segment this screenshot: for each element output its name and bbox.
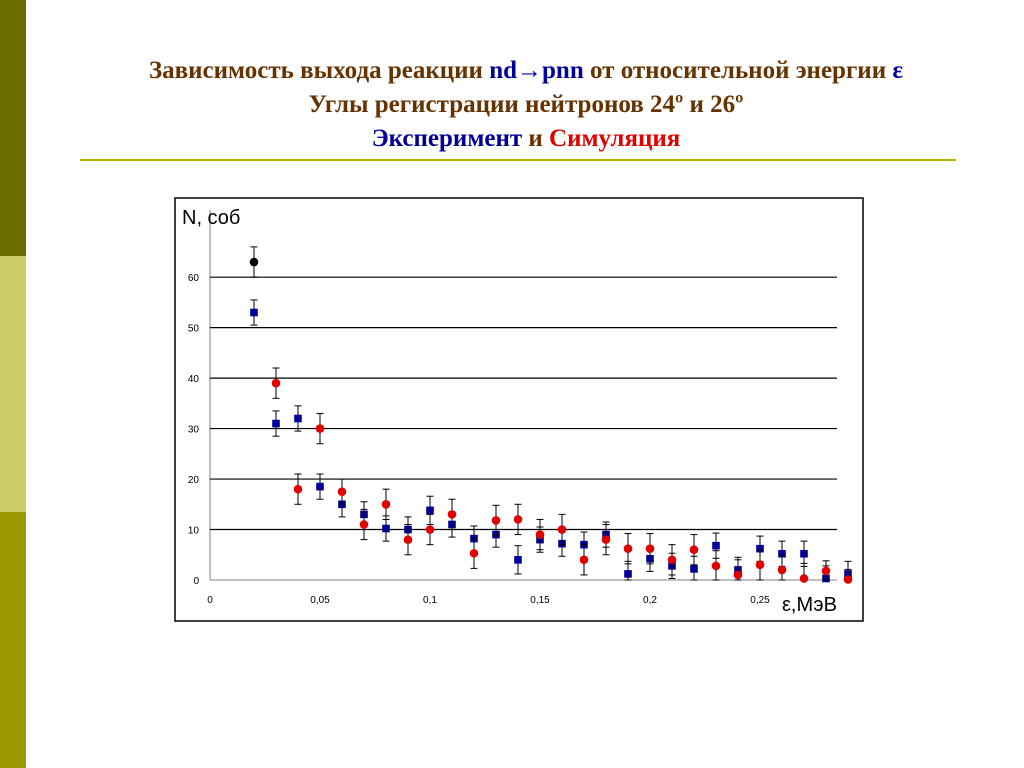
- x-tick-label: 0,1: [423, 595, 437, 606]
- data-point-circle: [800, 574, 809, 583]
- data-point-circle: [624, 544, 633, 553]
- data-point-square: [800, 550, 808, 558]
- data-point-circle: [668, 556, 677, 565]
- legend-experiment: Эксперимент: [371, 125, 523, 152]
- x-tick-label: 0,05: [310, 595, 330, 606]
- y-tick-label: 0: [193, 576, 199, 587]
- y-tick-label: 20: [187, 475, 199, 487]
- y-tick-label: 10: [187, 525, 199, 537]
- data-point-square: [624, 570, 632, 578]
- data-point-circle: [492, 516, 501, 525]
- data-point-circle: [734, 571, 743, 580]
- x-axis-label: ε,МэВ: [782, 594, 837, 616]
- y-tick-label: 60: [187, 273, 199, 285]
- data-point-circle: [448, 510, 457, 519]
- legend-simulation: Симуляция: [549, 125, 681, 152]
- data-point-circle: [382, 500, 391, 509]
- data-point-circle: [338, 487, 347, 496]
- data-point-square: [426, 507, 434, 515]
- data-point-circle: [360, 520, 369, 529]
- data-point-circle: [536, 530, 545, 539]
- data-point-square: [690, 565, 698, 573]
- reaction-formula: nd→pnn: [489, 57, 584, 84]
- data-point-circle: [272, 379, 281, 388]
- data-point-square: [382, 525, 390, 533]
- epsilon-symbol: ε: [892, 57, 904, 84]
- data-point-circle: [690, 545, 699, 554]
- data-point-circle: [294, 485, 303, 494]
- data-point-square: [316, 483, 324, 491]
- data-point-circle: [514, 515, 523, 524]
- data-point-circle: [712, 562, 721, 571]
- data-point-circle: [470, 549, 479, 558]
- data-point-circle: [844, 575, 853, 584]
- y-tick-label: 40: [187, 374, 199, 386]
- data-point-circle: [316, 424, 325, 433]
- x-tick-label: 0,15: [530, 595, 550, 606]
- title-text-pre: Зависимость выхода реакции: [148, 57, 490, 84]
- data-point-square: [272, 420, 280, 428]
- data-point-circle: [822, 567, 831, 576]
- title-text-post: от относительной энергии: [583, 57, 893, 84]
- data-point-circle: [756, 561, 765, 570]
- data-point-circle: [426, 525, 435, 534]
- data-point-square: [250, 309, 258, 317]
- data-point-square: [712, 542, 720, 550]
- x-tick-label: 0,2: [643, 595, 657, 606]
- y-tick-label: 30: [187, 424, 199, 436]
- data-point-circle: [602, 535, 611, 544]
- data-point-square: [294, 415, 302, 423]
- title-line-2: Углы регистрации нейтронов 24º и 26º: [308, 91, 744, 118]
- data-point-circle: [558, 525, 567, 534]
- y-axis-label: N, соб: [182, 207, 241, 229]
- data-point-square: [514, 556, 522, 564]
- y-tick-label: 50: [187, 323, 199, 335]
- data-point-circle: [778, 566, 787, 575]
- x-tick-label: 0,25: [750, 595, 770, 606]
- data-point-circle: [646, 544, 655, 553]
- legend-and: и: [522, 125, 550, 152]
- x-tick-label: 0: [207, 595, 213, 606]
- data-point-circle: [404, 535, 413, 544]
- data-point-circle: [250, 258, 259, 267]
- data-point-circle: [580, 556, 589, 565]
